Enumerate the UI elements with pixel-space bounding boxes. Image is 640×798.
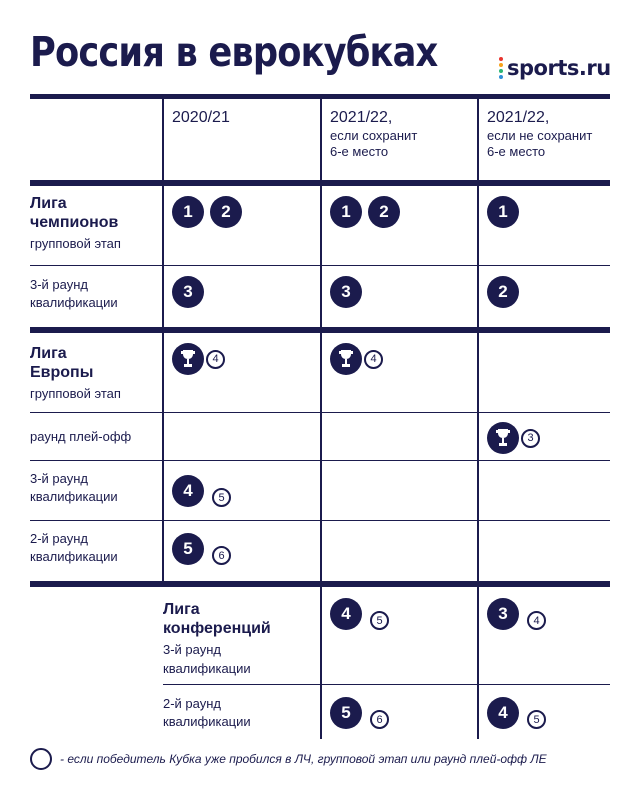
stage-label: групповой этап [30,386,121,402]
conf-label [163,600,271,678]
header-line: 2021/22, [487,109,550,126]
section-title: Европы [30,364,94,382]
el-group-2020 [172,343,225,375]
el-playoff-label: раунд плей-офф [30,429,132,444]
column-divider [320,99,322,739]
place-badge: 1 [172,196,204,228]
footnote [30,748,547,770]
cl-label [30,194,121,254]
row-divider [163,684,610,685]
legend-ring-icon [30,748,52,770]
header-line: 6-е место [487,144,546,160]
conf-q3-2021-keep [330,597,389,630]
cl-q3-label [30,276,118,312]
conditional-place-ring: 5 [370,611,389,630]
conditional-place-ring: 4 [364,350,383,369]
stage-label: квалификации [163,660,251,676]
page-title: Россия в еврокубках [30,28,438,76]
place-badge: 4 [487,697,519,729]
conditional-place-ring: 5 [527,710,546,729]
conditional-place-ring: 6 [212,546,231,565]
stage-label: 3-й раунд [30,471,89,486]
conf-q2-2021-keep [330,696,389,729]
stage-label: 2-й раунд [163,696,222,711]
cl-group-2020 [172,196,248,228]
place-badge: 5 [330,697,362,729]
conditional-place-ring: 4 [527,611,546,630]
place-badge: 3 [330,276,362,308]
el-q3-label [30,470,118,506]
cup-winner-icon [487,422,519,454]
column-divider [162,99,164,582]
el-playoff-2021-lose [487,422,540,454]
column-header-2021-keep [330,108,417,161]
header-line: 2021/22, [330,109,393,126]
cl-group-2021-lose [487,196,525,228]
conditional-place-ring: 4 [206,350,225,369]
stage-label: квалификации [30,549,118,565]
el-q3-2020 [172,474,231,507]
cl-group-2021-keep [330,196,406,228]
stage-label: 3-й раунд [163,642,222,658]
cup-winner-icon [330,343,362,375]
cl-q3-2020 [172,276,210,308]
el-group-2021-keep [330,343,383,375]
cl-q3-2021-keep [330,276,368,308]
sports-ru-logo [499,56,611,80]
place-badge: 1 [487,196,519,228]
stage-label: квалификации [30,489,118,505]
stage-label: 3-й раунд [30,277,89,292]
cl-q3-2021-lose [487,276,525,308]
conf-q2-2021-lose [487,696,546,729]
el-q2-2020 [172,532,231,565]
stage-label: квалификации [30,295,118,311]
stage-label: 2-й раунд [30,531,89,546]
place-badge: 1 [330,196,362,228]
section-title: Лига [163,601,200,618]
section-title: Лига [30,195,67,212]
logo-dots-icon [499,57,503,79]
stage-label: квалификации [163,714,251,730]
stage-label: групповой этап [30,236,121,252]
header-line: 6-е место [330,144,389,160]
conditional-place-ring: 5 [212,488,231,507]
conditional-place-ring: 6 [370,710,389,729]
conf-q3-2021-lose [487,597,546,630]
place-badge: 2 [487,276,519,308]
conditional-place-ring: 3 [521,429,540,448]
column-header-2020: 2020/21 [172,109,230,126]
header-line: если не сохранит [487,128,593,143]
column-divider [477,99,479,739]
place-badge: 3 [487,598,519,630]
el-q2-label [30,530,118,566]
el-label [30,344,121,404]
place-badge: 5 [172,533,204,565]
place-badge: 2 [368,196,400,228]
section-title: чемпионов [30,214,119,232]
place-badge: 4 [330,598,362,630]
section-title: Лига [30,345,67,362]
section-title: конференций [163,620,271,638]
header-line: если сохранит [330,128,418,143]
column-header-2021-lose [487,108,592,161]
place-badge: 4 [172,475,204,507]
cup-winner-icon [172,343,204,375]
place-badge: 3 [172,276,204,308]
conf-q2-label [163,695,251,731]
place-badge: 2 [210,196,242,228]
logo-text: sports.ru [507,56,611,80]
footnote-text: - если победитель Кубка уже пробился в ЛЧ, групповой этап или раунд плей-офф ЛЕ [60,752,547,766]
